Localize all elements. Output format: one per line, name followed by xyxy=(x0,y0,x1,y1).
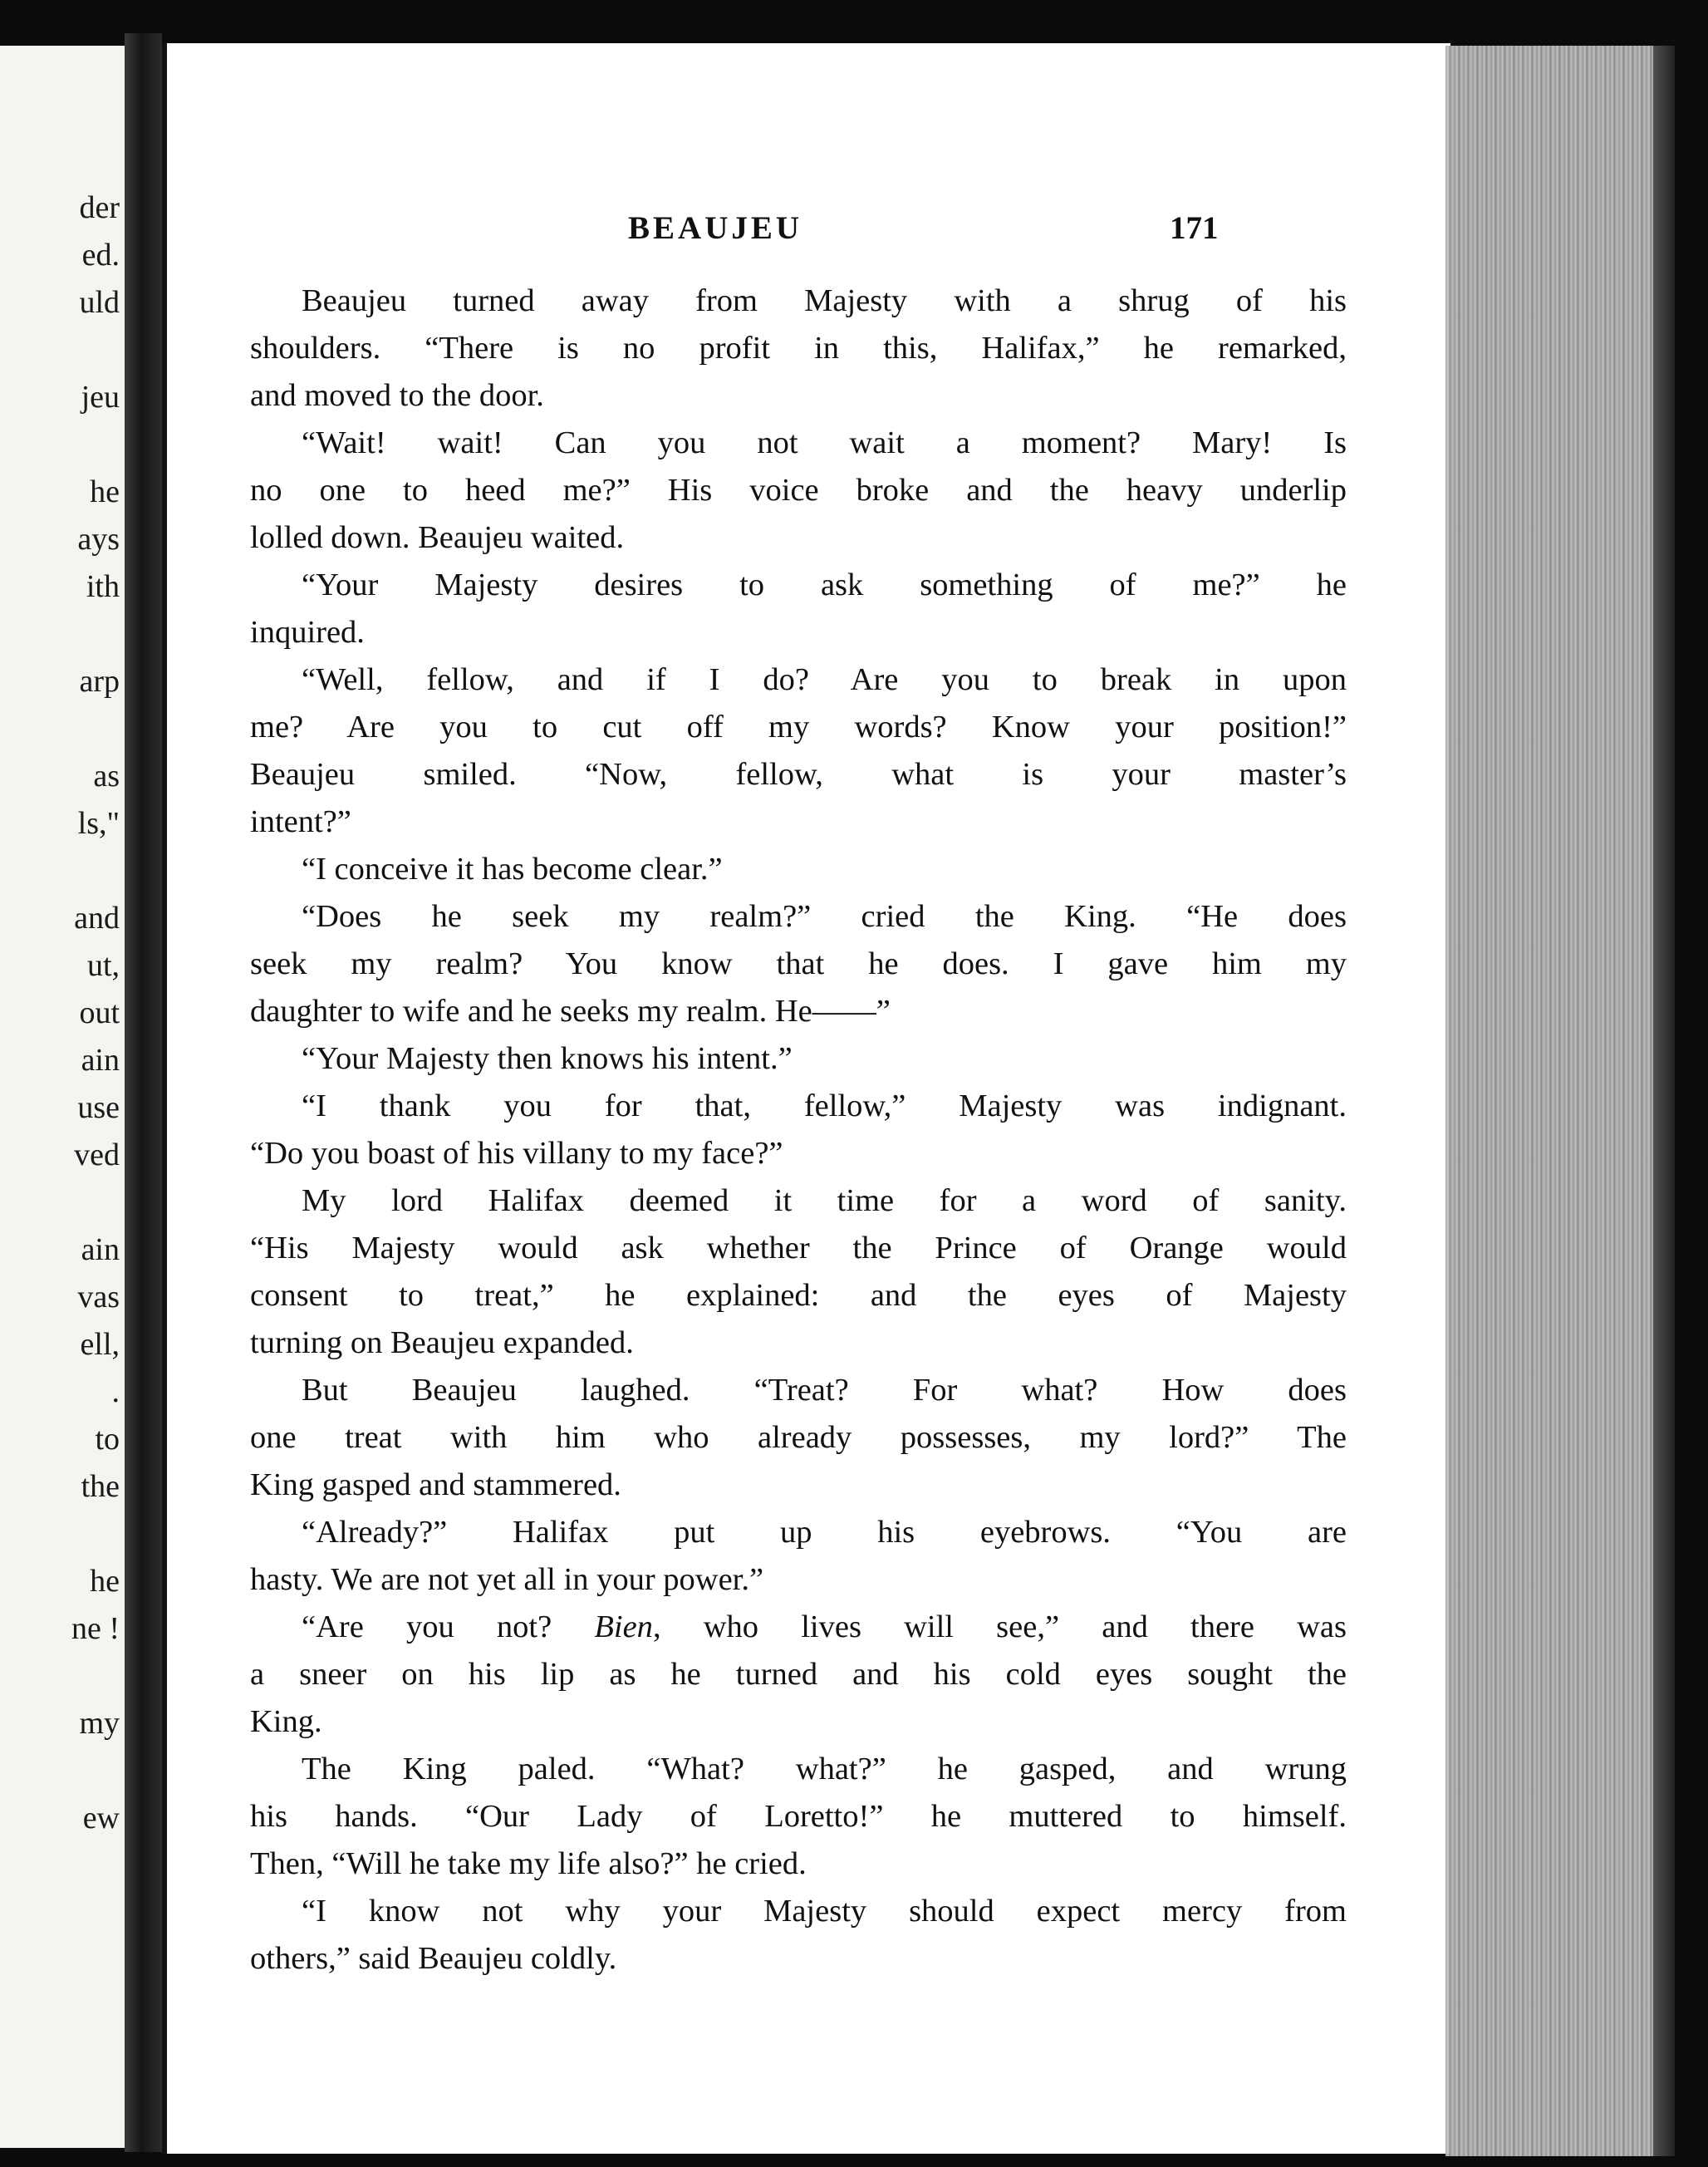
text-segment: “Are you not? xyxy=(302,1609,595,1644)
left-page-text-fragment: use xyxy=(77,1090,120,1125)
left-page-text-fragment: he xyxy=(90,1564,120,1599)
text-line: “Your Majesty then knows his intent.” xyxy=(302,1041,793,1076)
text-line: one treat with him who already possesses, my lord?” The xyxy=(250,1420,1347,1455)
left-page-text-fragment: uld xyxy=(79,285,120,320)
left-page-text-fragment: ays xyxy=(77,522,120,557)
text-line: no one to heed me?” His voice broke and the heavy underlip xyxy=(250,473,1347,508)
text-line: me? Are you to cut off my words? Know your position!” xyxy=(250,710,1347,744)
left-page-text-fragment: ain xyxy=(81,1043,120,1078)
text-line: seek my realm? You know that he does. I gave him my xyxy=(250,946,1347,981)
italic-word: Bien xyxy=(594,1609,653,1644)
left-page-text-fragment: ved xyxy=(74,1138,120,1172)
left-page-text-fragment: my xyxy=(79,1706,120,1741)
text-line: “Does he seek my realm?” cried the King. “He does xyxy=(302,899,1347,934)
text-line: others,” said Beaujeu coldly. xyxy=(250,1941,617,1976)
text-line: lolled down. Beaujeu waited. xyxy=(250,520,625,555)
text-line: “I know not why your Majesty should expect mercy from xyxy=(302,1894,1347,1929)
left-page-text-fragment: arp xyxy=(79,664,120,699)
previous-page-fragment xyxy=(0,46,125,2148)
text-line: Beaujeu turned away from Majesty with a shrug of his xyxy=(302,283,1347,318)
text-line: “I conceive it has become clear.” xyxy=(302,852,723,887)
text-line: “I thank you for that, fellow,” Majesty was indignant. xyxy=(302,1088,1347,1123)
page-number: 171 xyxy=(1170,210,1219,246)
left-page-text-fragment: ew xyxy=(82,1801,120,1835)
left-page-text-fragment: ls," xyxy=(77,806,120,841)
left-page-text-fragment: . xyxy=(111,1374,120,1409)
left-page-text-fragment: ith xyxy=(86,569,120,604)
text-line: “His Majesty would ask whether the Prince of Orange would xyxy=(250,1231,1347,1265)
left-page-text-fragment: he xyxy=(90,474,120,509)
left-page-text-fragment: as xyxy=(93,759,120,794)
left-page-text-fragment: the xyxy=(81,1469,120,1504)
text-line: “Wait! wait! Can you not wait a moment? Mary! Is xyxy=(302,425,1347,460)
text-line: intent?” xyxy=(250,804,351,839)
body-text xyxy=(250,278,1347,1983)
text-line: shoulders. “There is no profit in this, Halifax,” he remarked, xyxy=(250,331,1347,366)
text-line: “Do you boast of his villany to my face?” xyxy=(250,1136,783,1171)
text-line: daughter to wife and he seeks my realm. He——” xyxy=(250,994,891,1029)
left-page-text-fragment: ne ! xyxy=(71,1611,120,1646)
text-line: Then, “Will he take my life also?” he cried. xyxy=(250,1846,807,1881)
text-line: and moved to the door. xyxy=(250,378,544,413)
text-segment: , who lives will see,” and there was xyxy=(652,1609,1347,1644)
book-gutter xyxy=(125,33,162,2152)
left-page-text-fragment: ell, xyxy=(80,1327,120,1362)
text-line: But Beaujeu laughed. “Treat? For what? How does xyxy=(302,1373,1347,1408)
text-line: a sneer on his lip as he turned and his cold eyes sought the xyxy=(250,1657,1347,1692)
text-line: The King paled. “What? what?” he gasped, and wrung xyxy=(302,1752,1347,1786)
text-line: My lord Halifax deemed it time for a word of sanity. xyxy=(302,1183,1347,1218)
text-line: consent to treat,” he explained: and the eyes of Majesty xyxy=(250,1278,1347,1313)
text-line: “Your Majesty desires to ask something of me?” he xyxy=(302,568,1347,602)
book-page xyxy=(162,43,1450,2154)
left-page-text-fragment: vas xyxy=(77,1280,120,1314)
text-line: “Well, fellow, and if I do? Are you to break in upon xyxy=(302,662,1347,697)
left-page-text-fragment: ut, xyxy=(86,948,120,983)
running-head: BEAUJEU xyxy=(628,210,803,246)
text-line: turning on Beaujeu expanded. xyxy=(250,1325,634,1360)
text-line: his hands. “Our Lady of Loretto!” he muttered to himself. xyxy=(250,1799,1347,1834)
text-line xyxy=(250,1604,1347,1651)
left-page-text-fragment: jeu xyxy=(81,380,120,415)
text-line: King gasped and stammered. xyxy=(250,1467,621,1502)
left-page-text-fragment: ain xyxy=(81,1232,120,1267)
left-page-text-fragment: to xyxy=(95,1422,120,1457)
left-page-text-fragment: ed. xyxy=(81,238,120,273)
left-page-text-fragment: der xyxy=(79,190,120,225)
page-edges xyxy=(1445,46,1675,2156)
text-line: “Already?” Halifax put up his eyebrows. “You are xyxy=(302,1515,1347,1550)
text-line: inquired. xyxy=(250,615,365,650)
text-line: hasty. We are not yet all in your power.” xyxy=(250,1562,764,1597)
left-page-text-fragment: out xyxy=(79,995,120,1030)
left-page-text-fragment: and xyxy=(74,901,120,936)
text-line: Beaujeu smiled. “Now, fellow, what is your master’s xyxy=(250,757,1347,792)
text-line: King. xyxy=(250,1704,322,1739)
